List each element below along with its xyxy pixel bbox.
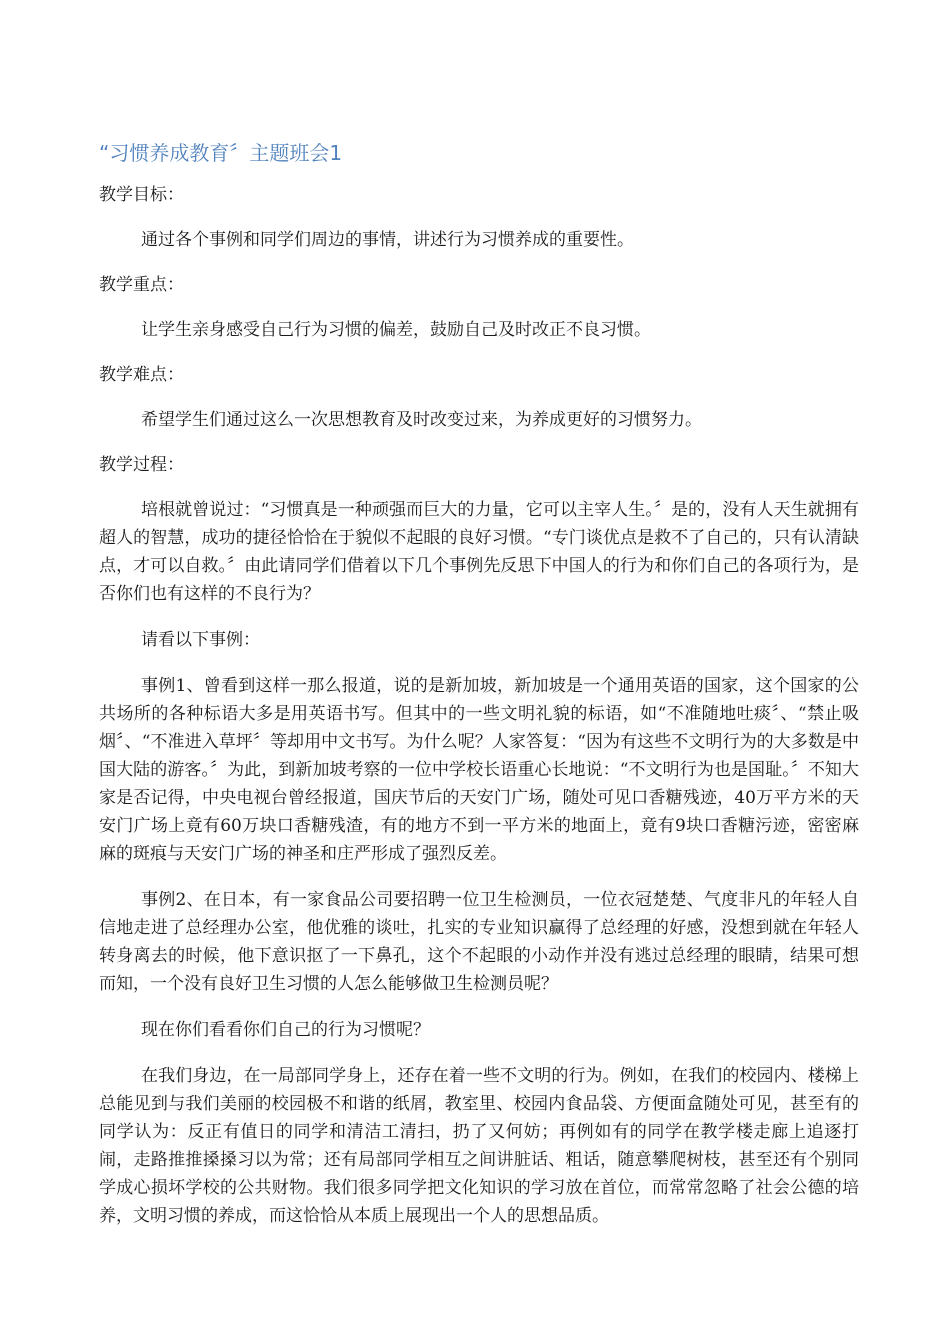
document-title: “习惯养成教育〞主题班会1	[99, 141, 343, 165]
paragraph-see-examples: 请看以下事例：	[141, 630, 260, 650]
paragraph-bacon-quote: 培根就曾说过：“习惯真是一种顽强而巨大的力量，它可以主宰人生。〞是的，没有人天生就拥有超人的智慧，成功的捷径恰恰在于貌似不起眼的良好习惯。“专门谈优点是救不了自己的，只有认清缺点，才可以自救。〞由此请同学们借着以下几个事例先反思下中国人的行为和你们自己的各项行为，是否你们也有这样的不良行为？	[99, 500, 859, 604]
section-heading-key-points: 教学重点：	[99, 275, 184, 295]
section-heading-difficulties: 教学难点：	[99, 365, 184, 385]
paragraph-campus-behavior: 在我们身边，在一局部同学身上，还存在着一些不文明的行为。例如，在我们的校园内、楼梯上总能见到与我们美丽的校园极不和谐的纸屑，教室里、校园内食品袋、方便面盒随处可见，甚至有的同学认为：反正有值日的同学和清洁工清扫，扔了又何妨；再例如有的同学在教学楼走廊上追逐打闹，走路推推搡搡习以为常；还有局部同学相互之间讲脏话、粗话，随意攀爬树枝，甚至还有个别同学成心损坏学校的公共财物。我们很多同学把文化知识的学习放在首位，而常常忽略了社会公德的培养，文明习惯的养成，而这恰恰从本质上展现出一个人的思想品质。	[99, 1066, 859, 1226]
paragraph-example-1: 事例1、曾看到这样一那么报道，说的是新加坡，新加坡是一个通用英语的国家，这个国家的公共场所的各种标语大多是用英语书写。但其中的一些文明礼貌的标语，如“不准随地吐痰〞、“禁止吸烟〞、“不准进入草坪〞等却用中文书写。为什么呢？人家答复：“因为有这些不文明行为的大多数是中国大陆的游客。〞为此，到新加坡考察的一位中学校长语重心长地说：“不文明行为也是国耻。〞不知大家是否记得，中央电视台曾经报道，国庆节后的天安门广场，随处可见口香糖残迹，40万平方米的天安门广场上竟有60万块口香糖残渣，有的地方不到一平方米的地面上，竟有9块口香糖污迹，密密麻麻的斑痕与天安门广场的神圣和庄严形成了强烈反差。	[99, 676, 859, 864]
section-heading-process: 教学过程：	[99, 455, 184, 475]
paragraph-objectives: 通过各个事例和同学们周边的事情，讲述行为习惯养成的重要性。	[141, 230, 634, 250]
paragraph-reflection-question: 现在你们看看你们自己的行为习惯呢？	[141, 1020, 430, 1040]
document-body	[99, 138, 859, 1248]
paragraph-difficulties: 希望学生们通过这么一次思想教育及时改变过来，为养成更好的习惯努力。	[141, 410, 702, 430]
paragraph-key-points: 让学生亲身感受自己行为习惯的偏差，鼓励自己及时改正不良习惯。	[141, 320, 651, 340]
section-heading-objectives: 教学目标：	[99, 185, 184, 205]
paragraph-example-2: 事例2、在日本，有一家食品公司要招聘一位卫生检测员，一位衣冠楚楚、气度非凡的年轻人自信地走进了总经理办公室，他优雅的谈吐，扎实的专业知识赢得了总经理的好感，没想到就在年轻人转身离去的时候，他下意识抠了一下鼻孔，这个不起眼的小动作并没有逃过总经理的眼睛，结果可想而知，一个没有良好卫生习惯的人怎么能够做卫生检测员呢？	[99, 890, 859, 994]
